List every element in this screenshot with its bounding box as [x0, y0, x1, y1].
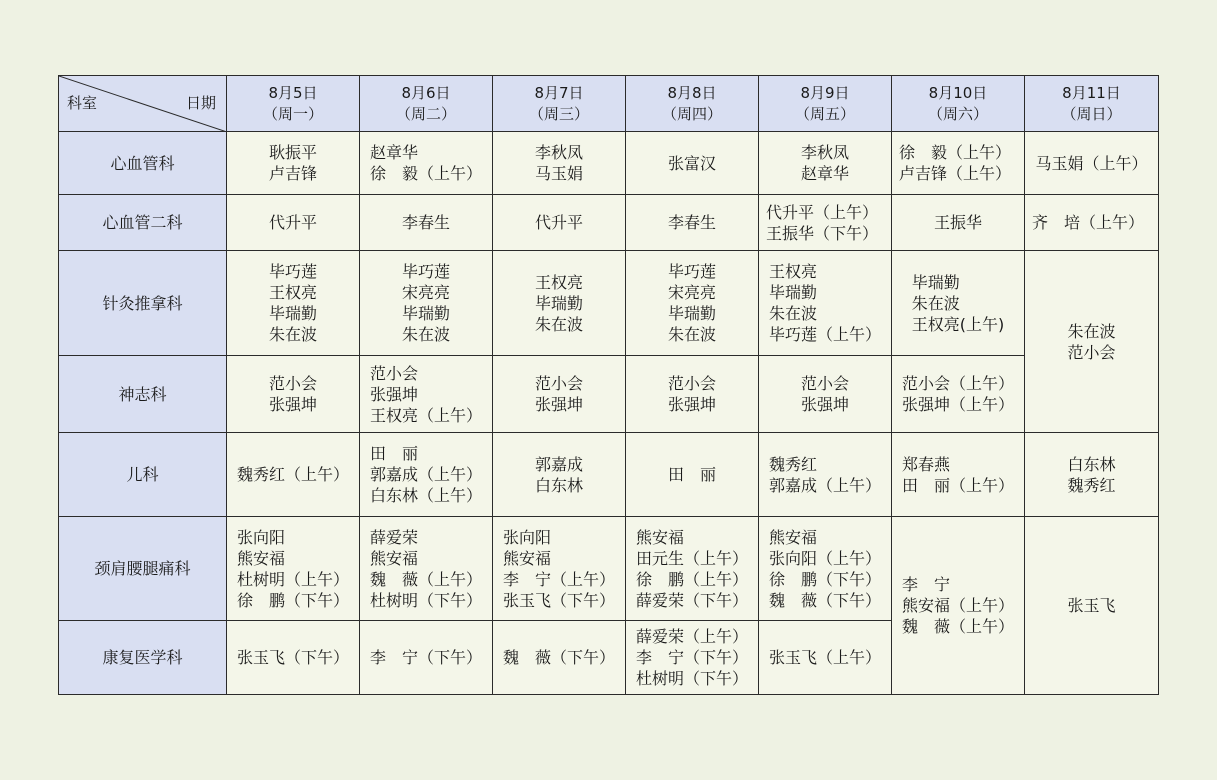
schedule-cell	[1025, 132, 1159, 195]
day-header	[227, 76, 360, 132]
staff-name: 白东林	[1067, 454, 1116, 474]
day-weekday: （周二）	[395, 104, 456, 123]
schedule-cell	[493, 517, 626, 621]
staff-name: 魏 薇（上午）	[901, 617, 1014, 636]
staff-name: 薛爱荣（上午）	[635, 627, 748, 646]
dept-row-cardiology-2	[59, 195, 1159, 251]
staff-name: 李春生	[401, 213, 450, 232]
staff-name: 王振华	[933, 213, 982, 232]
day-weekday: （周五）	[794, 104, 855, 123]
staff-name: 李 宁（下午）	[369, 648, 482, 667]
day-header	[892, 76, 1025, 132]
day-date: 8月11日	[1062, 83, 1121, 102]
schedule-cell	[227, 621, 360, 695]
schedule-cell	[227, 517, 360, 621]
schedule-cell	[759, 251, 892, 356]
staff-name: 张向阳	[502, 527, 551, 547]
staff-name: 张强坤	[667, 395, 716, 414]
day-date: 8月8日	[667, 83, 717, 102]
schedule-cell	[626, 251, 759, 356]
schedule-cell	[1025, 251, 1159, 433]
schedule-cell	[892, 433, 1025, 517]
dept-name: 针灸推拿科	[59, 251, 227, 356]
staff-name: 卢吉锋（上午）	[899, 164, 1012, 183]
day-header	[759, 76, 892, 132]
staff-name: 张富汉	[667, 153, 716, 173]
dept-name: 心血管科	[59, 132, 227, 195]
staff-name: 范小会	[667, 374, 716, 393]
day-weekday: （周六）	[927, 104, 988, 123]
staff-name: 耿振平	[268, 143, 317, 162]
staff-name: 朱在波	[1067, 321, 1116, 341]
schedule-cell	[360, 517, 493, 621]
staff-name: 魏 薇（下午）	[502, 648, 615, 667]
staff-name: 郭嘉成（上午）	[369, 465, 482, 484]
staff-name: 张强坤（上午）	[901, 395, 1014, 414]
staff-name: 白东林	[534, 475, 583, 495]
schedule-cell	[892, 356, 1025, 433]
staff-name: 王振华（下午）	[766, 223, 879, 243]
schedule-cell	[493, 251, 626, 356]
dept-name: 颈肩腰腿痛科	[59, 517, 227, 621]
staff-name: 王权亮	[768, 262, 817, 281]
schedule-cell	[759, 517, 892, 621]
day-weekday: （周一）	[262, 104, 323, 123]
staff-name: 白东林（上午）	[369, 486, 482, 505]
schedule-cell	[1025, 195, 1159, 251]
staff-name: 王权亮	[268, 283, 317, 302]
staff-name: 田 丽（上午）	[901, 475, 1014, 495]
schedule-cell	[360, 356, 493, 433]
staff-name: 魏 薇（下午）	[768, 590, 881, 610]
staff-name: 郭嘉成	[534, 454, 583, 474]
schedule-cell	[626, 195, 759, 251]
staff-name: 李秋凤	[534, 143, 583, 162]
staff-name: 毕瑞勤	[768, 283, 817, 302]
schedule-cell	[759, 195, 892, 251]
staff-name: 范小会	[369, 363, 418, 383]
dept-row-psychiatry	[59, 356, 1159, 433]
staff-name: 杜树明（上午）	[236, 569, 349, 589]
schedule-cell	[493, 433, 626, 517]
dept-row-pediatrics	[59, 433, 1159, 517]
schedule-cell	[759, 621, 892, 695]
day-date: 8月5日	[268, 83, 318, 102]
staff-name: 张玉飞（下午）	[236, 648, 349, 667]
day-date: 8月10日	[928, 83, 988, 102]
staff-name: 朱在波	[911, 293, 960, 313]
staff-name: 徐 鹏（下午）	[768, 569, 881, 589]
staff-name: 魏 薇（上午）	[369, 569, 482, 589]
schedule-cell	[227, 132, 360, 195]
day-header	[626, 76, 759, 132]
staff-name: 范小会	[534, 374, 583, 393]
staff-name: 毕瑞勤	[401, 304, 450, 323]
staff-name: 朱在波	[768, 304, 817, 323]
dept-name: 神志科	[59, 356, 227, 433]
staff-name: 王权亮	[534, 272, 583, 292]
day-weekday: （周日）	[1061, 104, 1122, 123]
schedule-cell	[360, 195, 493, 251]
staff-name: 郭嘉成（上午）	[768, 475, 881, 495]
staff-name: 张玉飞	[1067, 596, 1116, 615]
staff-name: 张玉飞（下午）	[502, 590, 615, 610]
staff-name: 魏秀红	[768, 454, 817, 474]
staff-name: 代升平（上午）	[766, 202, 879, 222]
staff-name: 徐 鹏（下午）	[236, 590, 349, 610]
schedule-cell	[1025, 433, 1159, 517]
staff-name: 毕巧莲	[401, 262, 450, 281]
schedule-cell	[626, 433, 759, 517]
staff-name: 王权亮（上午）	[369, 405, 482, 425]
staff-name: 朱在波	[667, 325, 716, 344]
staff-name: 毕瑞勤	[667, 304, 716, 323]
schedule-cell	[626, 132, 759, 195]
staff-name: 范小会	[1067, 342, 1116, 362]
staff-name: 熊安福	[768, 527, 817, 547]
schedule-cell	[892, 195, 1025, 251]
staff-name: 薛爱荣	[369, 527, 418, 547]
staff-name: 熊安福	[635, 527, 684, 547]
schedule-cell	[1025, 517, 1159, 695]
schedule-cell	[493, 356, 626, 433]
staff-name: 毕瑞勤	[911, 272, 960, 292]
staff-name: 张向阳（上午）	[768, 548, 881, 568]
staff-name: 徐 毅（上午）	[899, 143, 1012, 162]
staff-name: 熊安福	[236, 548, 285, 568]
staff-name: 张强坤	[268, 395, 317, 414]
schedule-cell	[493, 195, 626, 251]
duty-schedule-table	[58, 75, 1159, 695]
staff-name: 王权亮(上午)	[911, 314, 1005, 334]
staff-name: 范小会	[268, 374, 317, 393]
header-row	[59, 76, 1159, 132]
schedule-cell	[493, 132, 626, 195]
staff-name: 马玉娟（上午）	[1035, 153, 1148, 173]
staff-name: 朱在波	[268, 325, 317, 344]
schedule-cell	[892, 251, 1025, 356]
corner-cell	[59, 76, 227, 132]
staff-name: 李秋凤	[800, 143, 849, 162]
staff-name: 李 宁（下午）	[635, 648, 748, 667]
dept-name: 康复医学科	[59, 621, 227, 695]
schedule-cell	[227, 251, 360, 356]
staff-name: 魏秀红	[1067, 475, 1116, 495]
schedule-cell	[892, 132, 1025, 195]
schedule-cell	[360, 251, 493, 356]
schedule-cell	[227, 356, 360, 433]
staff-name: 张玉飞（上午）	[768, 648, 881, 667]
schedule-cell	[759, 356, 892, 433]
day-header	[1025, 76, 1159, 132]
dept-name: 儿科	[59, 433, 227, 517]
staff-name: 毕巧莲	[268, 262, 317, 281]
staff-name: 朱在波	[534, 314, 583, 334]
staff-name: 马玉娟	[534, 164, 583, 183]
schedule-cell	[892, 517, 1025, 695]
staff-name: 李 宁（上午）	[502, 569, 615, 589]
corner-col-label: 日期	[185, 94, 216, 112]
staff-name: 赵章华	[369, 143, 418, 162]
day-date: 8月9日	[800, 83, 850, 102]
staff-name: 杜树明（下午）	[369, 590, 482, 610]
dept-row-spine-pain	[59, 517, 1159, 621]
staff-name: 郑春燕	[901, 454, 950, 474]
staff-name: 薛爱荣（下午）	[635, 590, 748, 610]
staff-name: 张向阳	[236, 527, 285, 547]
schedule-cell	[759, 132, 892, 195]
schedule-cell	[227, 433, 360, 517]
staff-name: 范小会（上午）	[901, 374, 1014, 393]
staff-name: 赵章华	[800, 164, 849, 183]
schedule-cell	[360, 621, 493, 695]
staff-name: 徐 鹏（上午）	[635, 569, 748, 589]
staff-name: 毕瑞勤	[534, 293, 583, 313]
staff-name: 宋亮亮	[401, 283, 450, 302]
staff-name: 范小会	[800, 374, 849, 393]
staff-name: 熊安福（上午）	[901, 596, 1014, 615]
staff-name: 田元生（上午）	[635, 548, 748, 568]
staff-name: 毕巧莲	[667, 262, 716, 281]
staff-name: 宋亮亮	[667, 283, 716, 302]
day-header	[493, 76, 626, 132]
corner-row-label: 科室	[67, 94, 98, 112]
day-date: 8月7日	[534, 83, 584, 102]
staff-name: 田 丽	[369, 444, 418, 463]
schedule-cell	[227, 195, 360, 251]
staff-name: 代升平	[534, 213, 583, 232]
staff-name: 毕巧莲（上午）	[768, 325, 881, 344]
day-date: 8月6日	[401, 83, 451, 102]
dept-row-cardiology	[59, 132, 1159, 195]
staff-name: 张强坤	[534, 395, 583, 414]
schedule-cell	[626, 517, 759, 621]
day-weekday: （周三）	[528, 104, 589, 123]
schedule-cell	[626, 356, 759, 433]
staff-name: 齐 培（上午）	[1032, 213, 1145, 232]
schedule-cell	[493, 621, 626, 695]
staff-name: 李 宁	[901, 575, 950, 594]
staff-name: 熊安福	[502, 548, 551, 568]
staff-name: 李春生	[667, 213, 716, 232]
schedule-cell	[759, 433, 892, 517]
staff-name: 徐 毅（上午）	[369, 164, 482, 183]
staff-name: 朱在波	[401, 325, 450, 344]
schedule-cell	[360, 433, 493, 517]
staff-name: 杜树明（下午）	[635, 669, 748, 688]
staff-name: 代升平	[268, 213, 317, 232]
staff-name: 张强坤	[369, 384, 418, 404]
staff-name: 张强坤	[800, 395, 849, 414]
staff-name: 田 丽	[667, 465, 716, 484]
staff-name: 魏秀红（上午）	[236, 465, 349, 484]
day-header	[360, 76, 493, 132]
staff-name: 毕瑞勤	[268, 304, 317, 323]
schedule-cell	[626, 621, 759, 695]
staff-name: 卢吉锋	[268, 164, 317, 183]
dept-row-acupuncture	[59, 251, 1159, 356]
schedule-cell	[360, 132, 493, 195]
day-weekday: （周四）	[661, 104, 722, 123]
staff-name: 熊安福	[369, 548, 418, 568]
dept-name: 心血管二科	[59, 195, 227, 251]
